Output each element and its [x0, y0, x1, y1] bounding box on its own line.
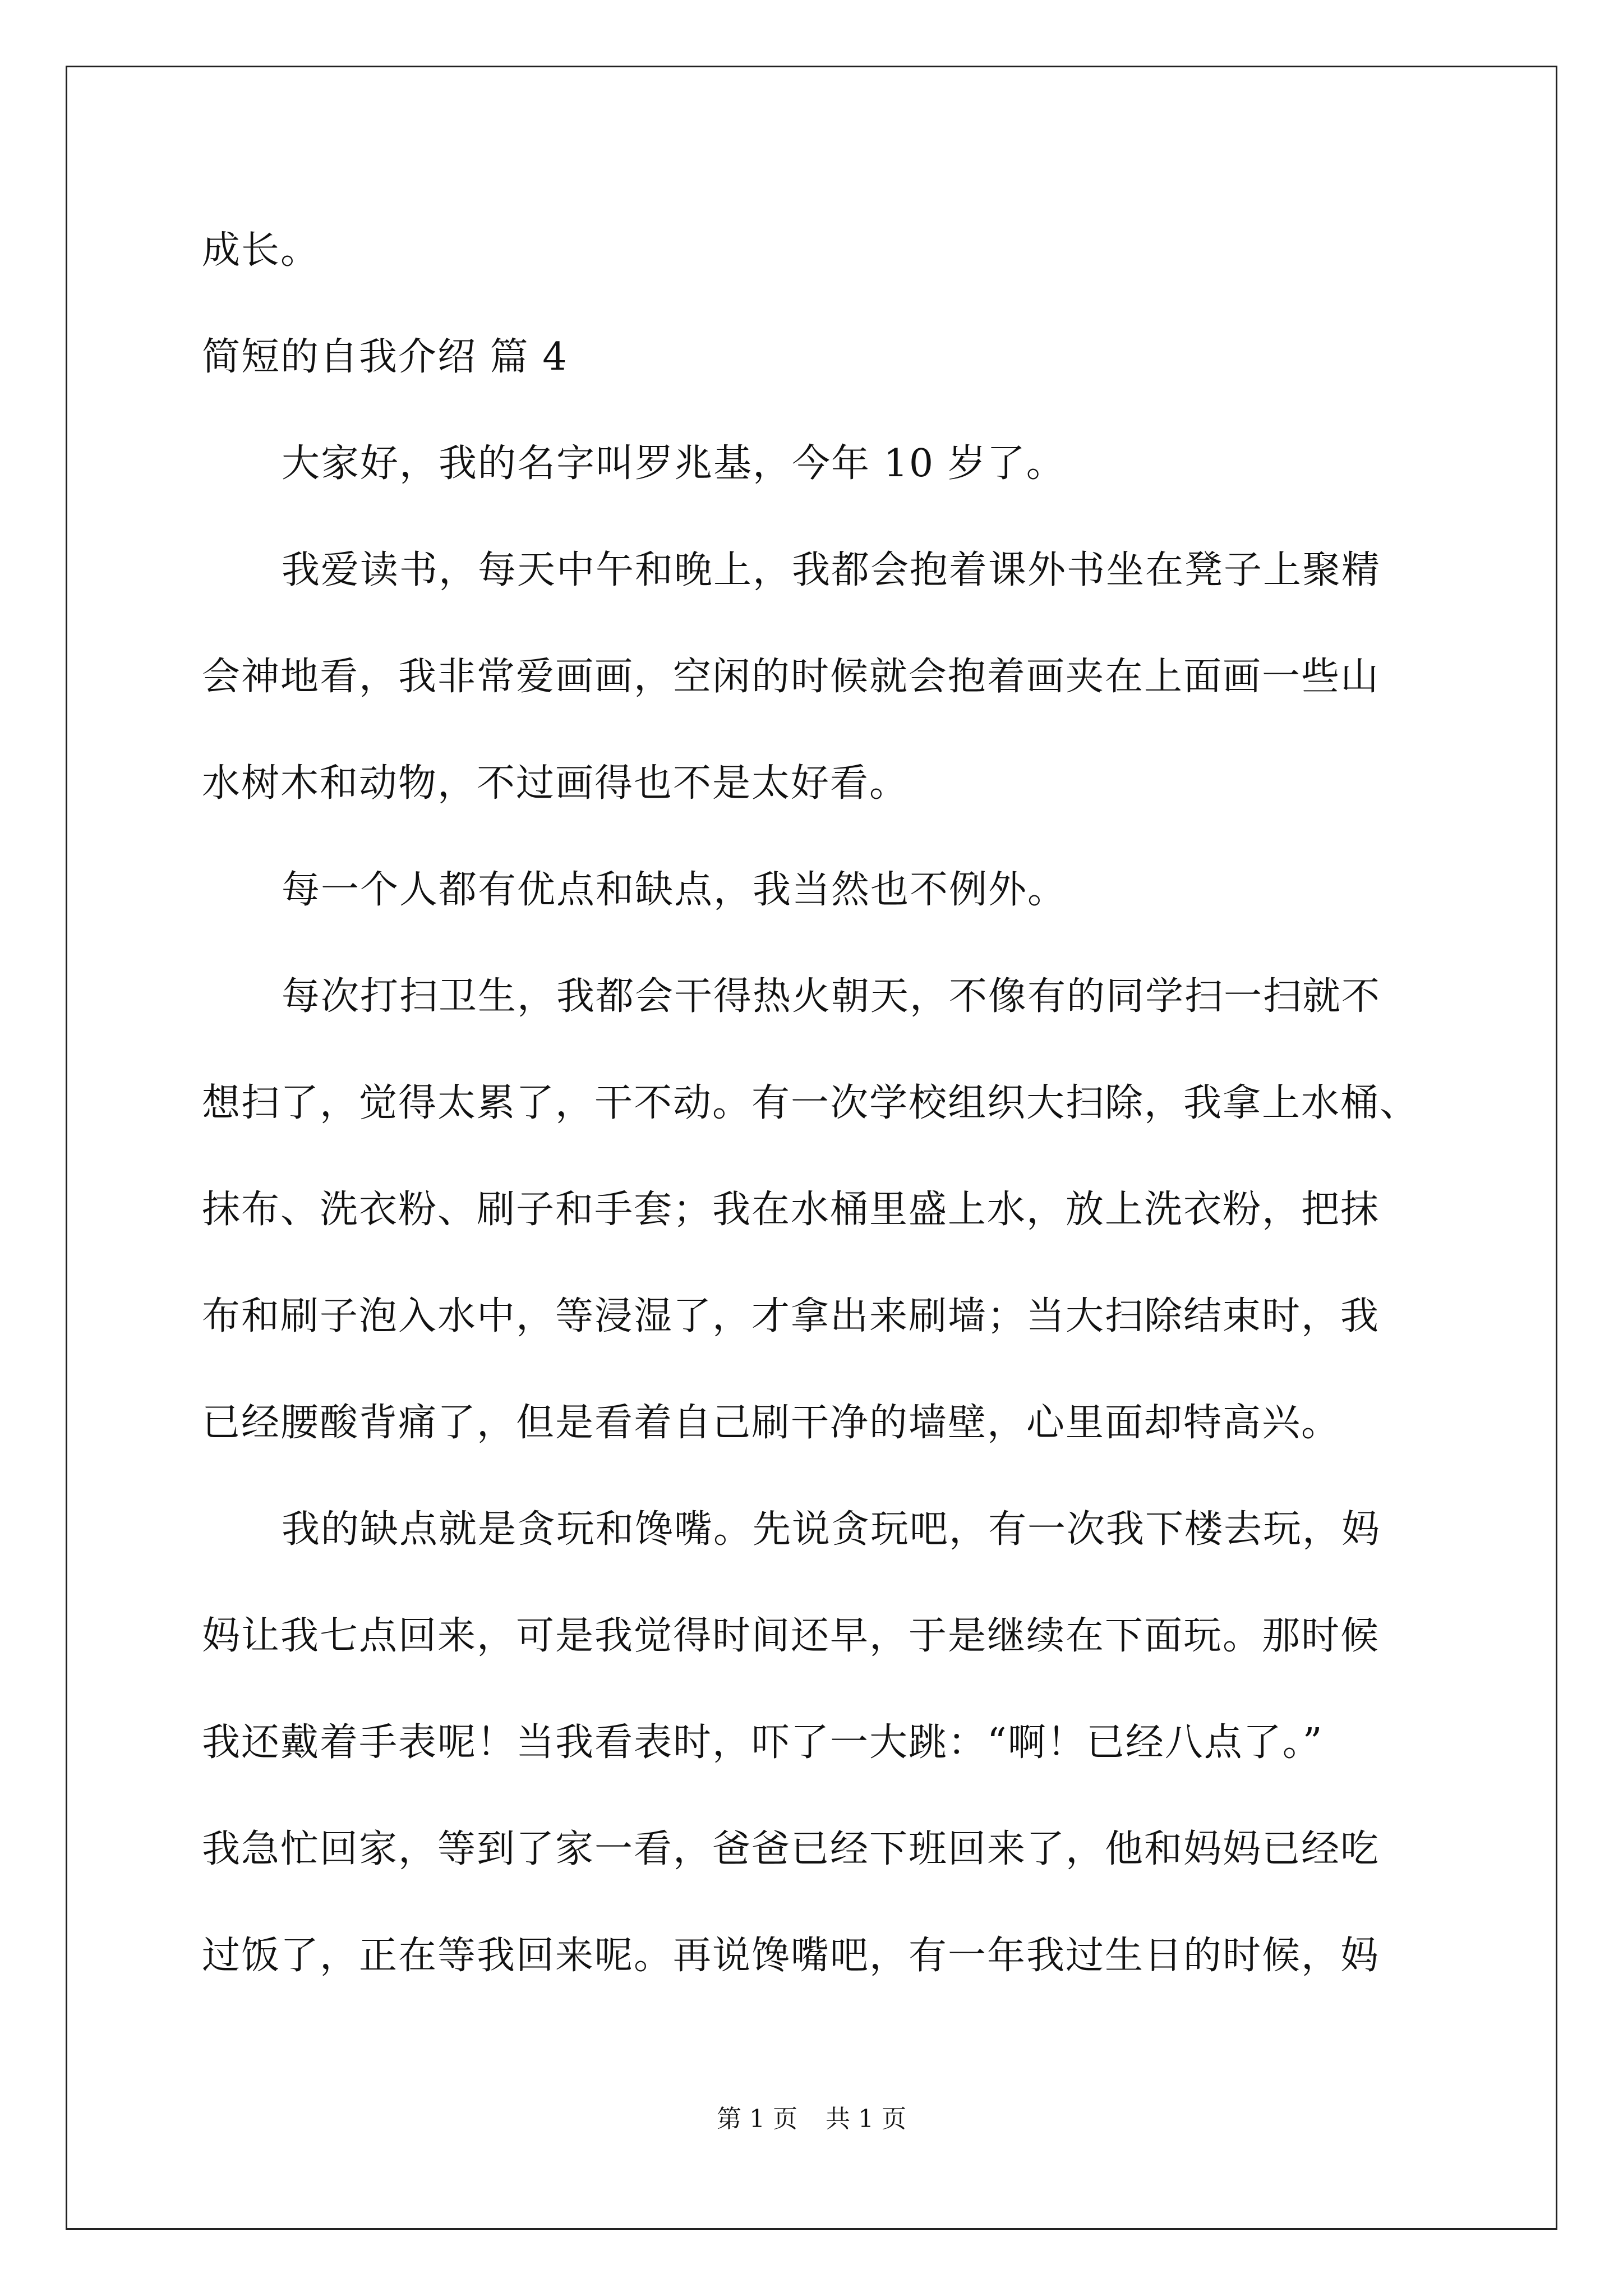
- section-heading: 简短的自我介绍 篇 4: [202, 335, 568, 379]
- paragraph-line: 大家好，我的名字叫罗兆基，今年 10 岁了。: [282, 441, 1066, 486]
- text-line: 成长。: [202, 228, 320, 273]
- paragraph-line: 每一个人都有优点和缺点，我当然也不例外。: [282, 868, 1067, 912]
- paragraph-line: 想扫了，觉得太累了，干不动。有一次学校组织大扫除，我拿上水桶、: [202, 1081, 1419, 1125]
- paragraph-line: 我爱读书，每天中午和晚上，我都会抱着课外书坐在凳子上聚精: [282, 548, 1381, 592]
- paragraph-line: 会神地看，我非常爱画画，空闲的时候就会抱着画夹在上面画一些山: [202, 655, 1380, 699]
- page-number: 第 1 页: [717, 2105, 797, 2133]
- page-total: 共 1 页: [826, 2105, 906, 2133]
- paragraph-line: 抹布、洗衣粉、刷子和手套；我在水桶里盛上水，放上洗衣粉，把抹: [202, 1188, 1380, 1232]
- paragraph-line: 我还戴着手表呢！当我看表时，吓了一大跳：“啊！已经八点了。”: [202, 1720, 1324, 1765]
- paragraph-line: 每次打扫卫生，我都会干得热火朝天，不像有的同学扫一扫就不: [282, 974, 1381, 1019]
- paragraph-line: 水树木和动物，不过画得也不是太好看。: [202, 761, 909, 806]
- paragraph-line: 我急忙回家，等到了家一看，爸爸已经下班回来了，他和妈妈已经吃: [202, 1827, 1380, 1871]
- paragraph-line: 妈让我七点回来，可是我觉得时间还早，于是继续在下面玩。那时候: [202, 1614, 1380, 1658]
- page-footer: [0, 2102, 1623, 2136]
- page-border: [66, 66, 1557, 2230]
- paragraph-line: 我的缺点就是贪玩和馋嘴。先说贪玩吧，有一次我下楼去玩，妈: [282, 1507, 1381, 1552]
- paragraph-line: 布和刷子泡入水中，等浸湿了，才拿出来刷墙；当大扫除结束时，我: [202, 1294, 1380, 1338]
- paragraph-line: 已经腰酸背痛了，但是看着自己刷干净的墙壁，心里面却特高兴。: [202, 1401, 1341, 1445]
- paragraph-line: 过饭了，正在等我回来呢。再说馋嘴吧，有一年我过生日的时候，妈: [202, 1934, 1380, 1978]
